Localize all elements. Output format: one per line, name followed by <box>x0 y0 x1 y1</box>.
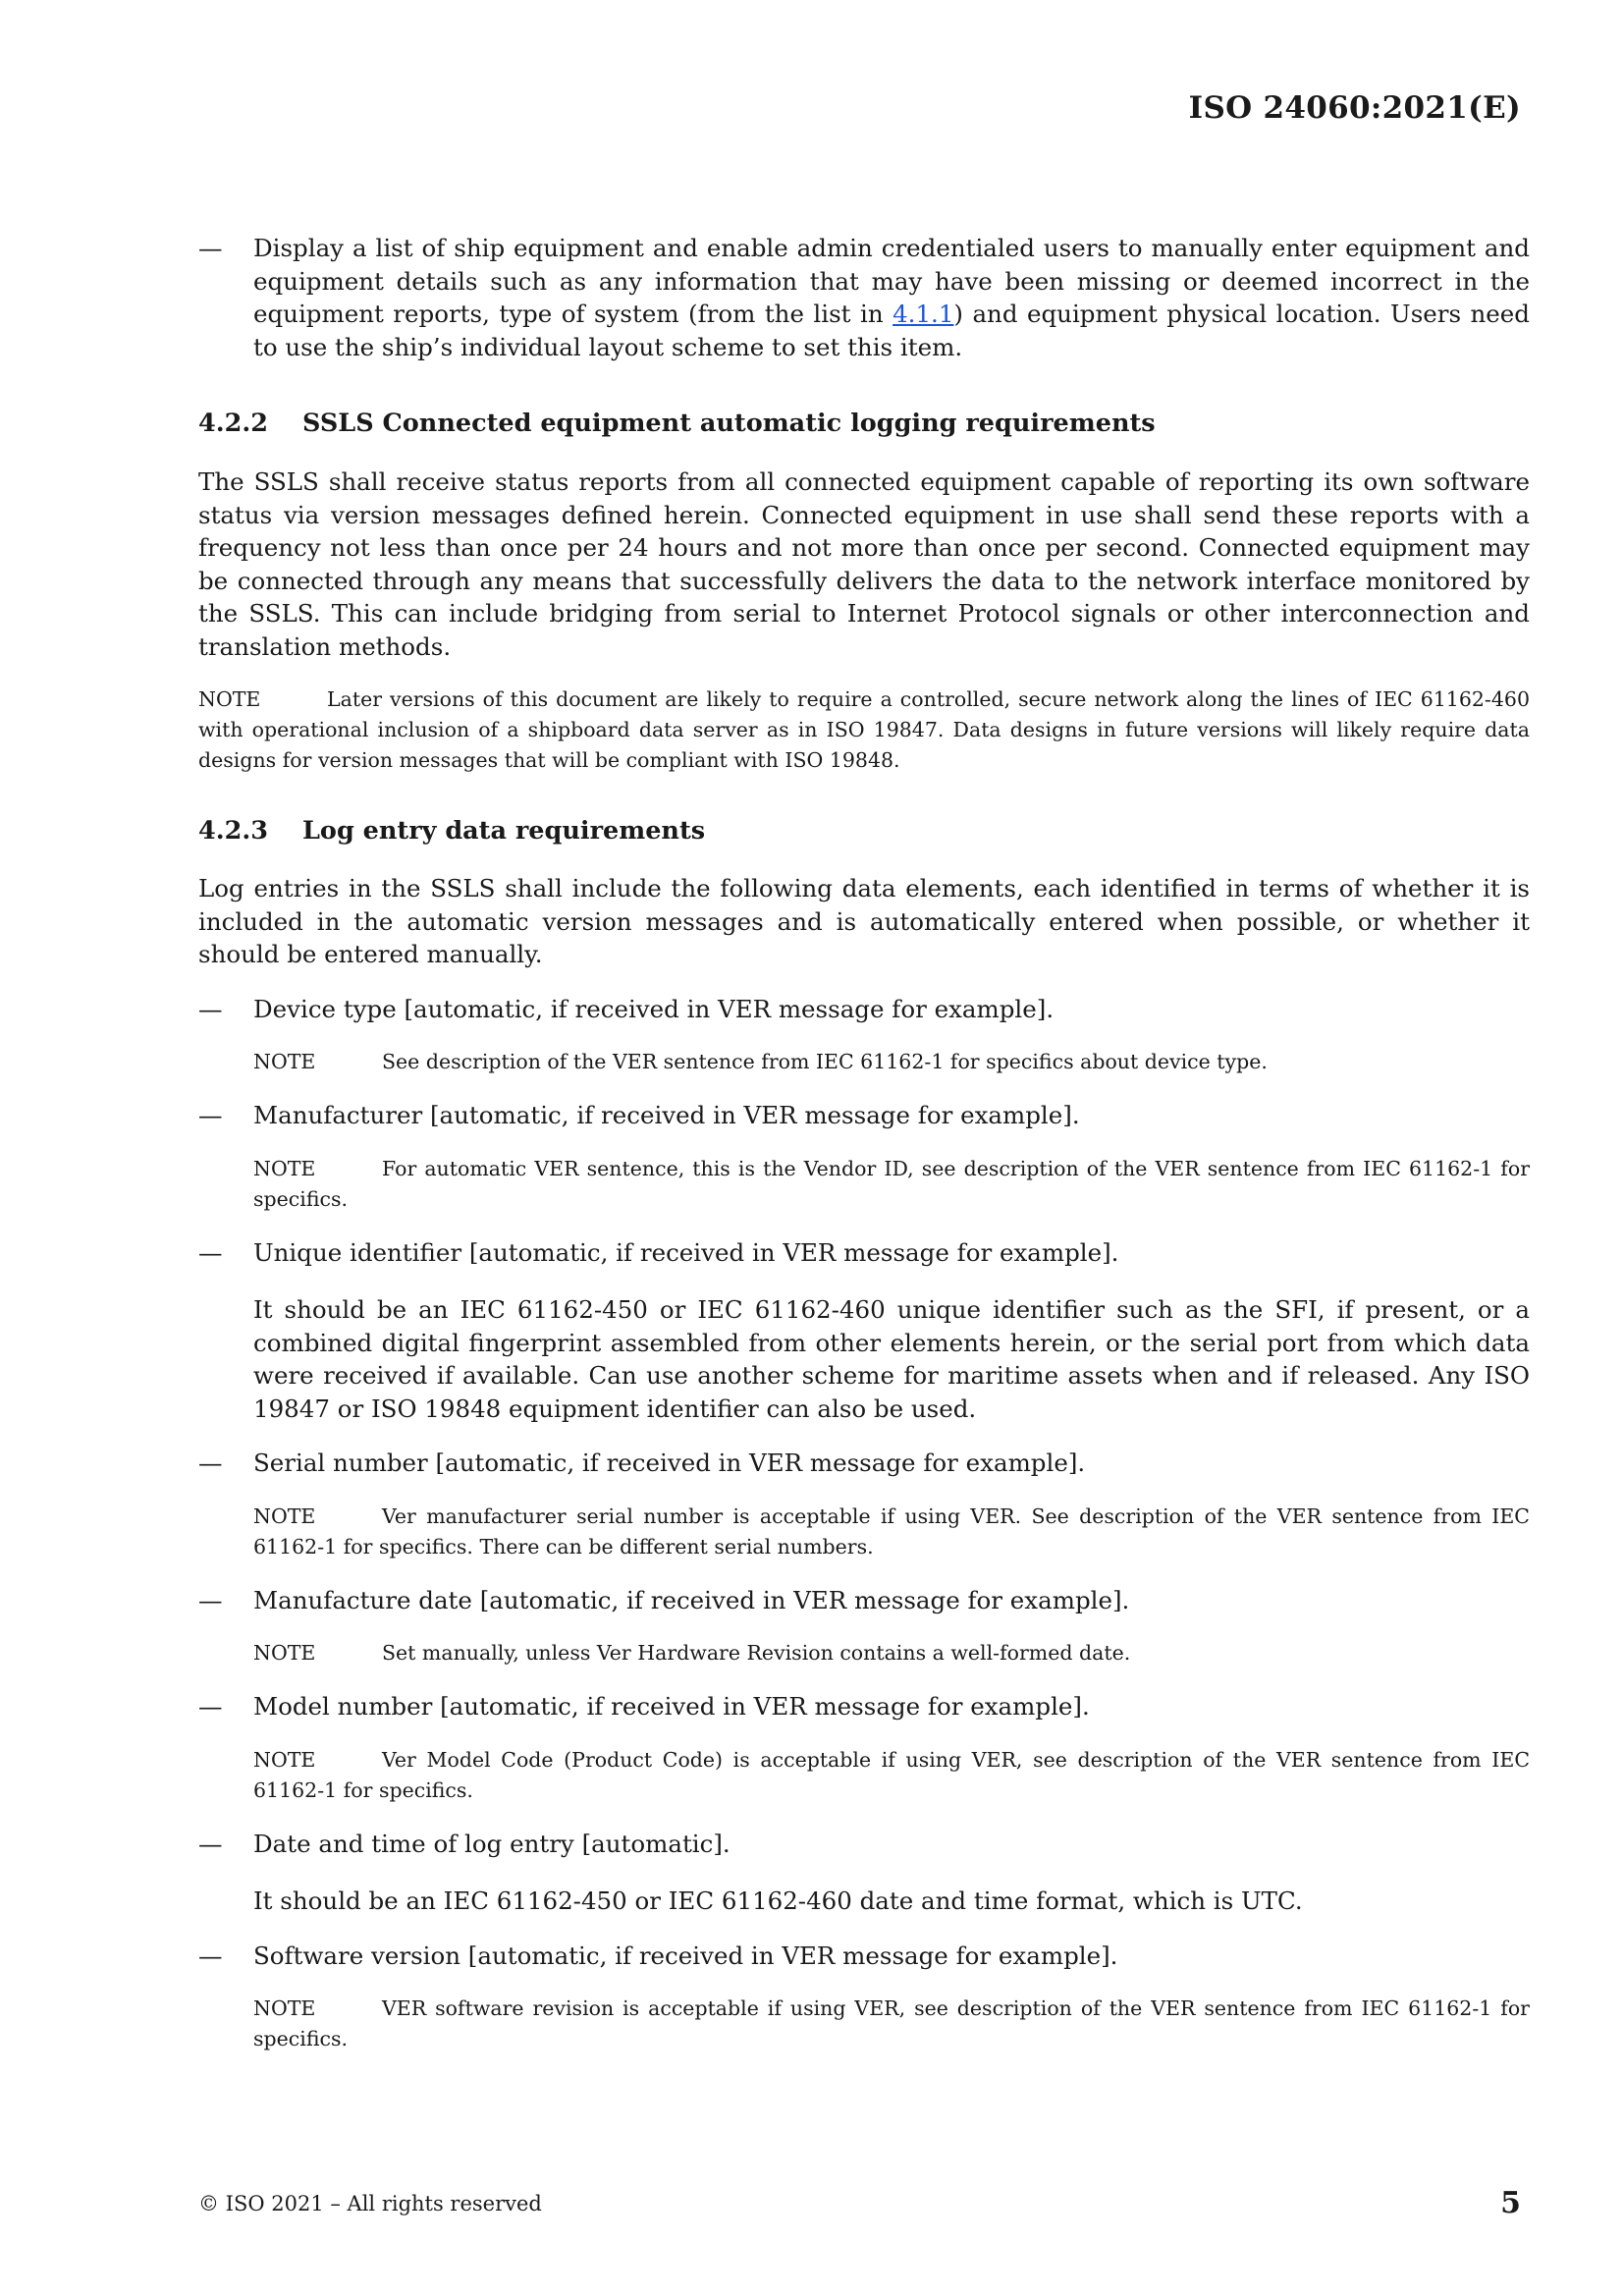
list-item-description: It should be an IEC 61162-450 or IEC 61162-460 unique identifier such as the SFI, if present, or a combined digital fingerprint assembled from other elements herein, or the serial port from which data were received if available. Can use another scheme for maritime assets when and if released. Any ISO 19847 or ISO 19848 equipment identifier can also be used. <box>253 1295 1530 1423</box>
section-number: 4.2.3 <box>198 816 268 846</box>
section-title: SSLS Connected equipment automatic logging requirements <box>302 409 1156 438</box>
list-item-note <box>253 1638 1530 1668</box>
list-item-note <box>253 1047 1530 1077</box>
section-link-4-1-1[interactable]: 4.1.1 <box>893 300 954 328</box>
page-number: 5 <box>1500 2186 1521 2220</box>
page-content <box>198 232 1530 2054</box>
list-item-note <box>253 1502 1530 1562</box>
list-item-text: Model number [automatic, if received in VER message for example]. <box>253 1692 1090 1721</box>
list-item-unique-identifier <box>198 1236 1530 1270</box>
bullet-dash: — <box>198 1585 223 1614</box>
bullet-dash: — <box>198 234 223 262</box>
note-label: NOTE <box>253 1503 316 1528</box>
bullet-dash: — <box>198 994 223 1023</box>
note-text: Ver manufacturer serial number is acceptable if using VER. See description of the VER sentence from IEC 61162-1 for specifics. There can be different serial numbers. <box>253 1503 1530 1558</box>
bullet-dash: — <box>198 1237 223 1267</box>
section-heading-4-2-3 <box>198 815 1530 847</box>
note-label: NOTE <box>253 1996 316 2020</box>
list-item-device-type <box>198 993 1530 1026</box>
list-item-note <box>253 1745 1530 1806</box>
section-title: Log entry data requirements <box>302 816 706 846</box>
section-4-2-2-note <box>198 684 1530 776</box>
section-4-2-2-paragraph: The SSLS shall receive status reports from all connected equipment capable of reporting its own software status via version messages defined herein. Connected equipment in use shall send these reports with a frequency not less than once per 24 hours and not more than once per second. Connected equipment may be connected through any means that successfully delivers the data to the network interface monitored by the SSLS. This can include bridging from serial to Internet Protocol signals or other interconnection and translation methods. <box>198 467 1530 661</box>
list-item-manufacturer <box>198 1099 1530 1132</box>
section-4-2-3-paragraph: Log entries in the SSLS shall include the following data elements, each identified in terms of whether it is included in the automatic version messages and is automatically entered when possible, or whether it should be entered manually. <box>198 874 1530 968</box>
copyright-footer: © ISO 2021 – All rights reserved <box>198 2192 542 2215</box>
list-item-note <box>253 1994 1530 2054</box>
list-item-text: Unique identifier [automatic, if received in VER message for example]. <box>253 1237 1119 1267</box>
section-heading-4-2-2 <box>198 408 1530 440</box>
list-item-serial-number <box>198 1447 1530 1480</box>
list-item-text: Device type [automatic, if received in VER message for example]. <box>253 994 1055 1023</box>
note-text: Ver Model Code (Product Code) is acceptable if using VER, see description of the VER sentence from IEC 61162-1 for specifics. <box>253 1747 1530 1802</box>
intro-bullet-text-before: Display a list of ship equipment and enable admin credentialed users to manually enter equipment and equipment details such as any information that may have been missing or deemed incorrect in the equipment reports, type of system (from the list in <box>253 234 1530 328</box>
note-text: See description of the VER sentence from IEC 61162-1 for specifics about device type. <box>382 1050 1268 1073</box>
note-label: NOTE <box>253 1050 316 1073</box>
list-item-description: It should be an IEC 61162-450 or IEC 61162-460 date and time format, which is UTC. <box>253 1886 1303 1915</box>
intro-bullet <box>198 232 1530 363</box>
list-item-date-time <box>198 1828 1530 1861</box>
bullet-dash: — <box>198 1941 223 1970</box>
section-number: 4.2.2 <box>198 409 268 438</box>
bullet-dash: — <box>198 1692 223 1721</box>
bullet-dash: — <box>198 1101 223 1129</box>
list-item-text: Manufacturer [automatic, if received in VER message for example]. <box>253 1101 1080 1129</box>
note-text: VER software revision is acceptable if using VER, see description of the VER sentence from IEC 61162-1 for specifics. <box>253 1996 1530 2050</box>
list-item-text: Serial number [automatic, if received in VER message for example]. <box>253 1449 1086 1477</box>
note-text: For automatic VER sentence, this is the Vendor ID, see description of the VER sentence from IEC 61162-1 for specifics. <box>253 1156 1530 1211</box>
list-item-manufacture-date <box>198 1584 1530 1617</box>
bullet-dash: — <box>198 1829 223 1858</box>
list-item-text: Manufacture date [automatic, if received in VER message for example]. <box>253 1585 1130 1614</box>
intro-bullet-text-after: ) and equipment physical location. Users need to use the ship’s individual layout scheme to set this item. <box>253 300 1530 361</box>
list-item-text: Date and time of log entry [automatic]. <box>253 1829 730 1858</box>
note-label: NOTE <box>198 687 261 711</box>
note-label: NOTE <box>253 1747 316 1772</box>
list-item-model-number <box>198 1690 1530 1723</box>
note-text: Later versions of this document are likely to require a controlled, secure network along the lines of IEC 61162-460 with operational inclusion of a shipboard data server as in ISO 19847. Data designs in future versions will likely require data designs for version messages that will be compliant with ISO 19848. <box>198 687 1530 772</box>
bullet-dash: — <box>198 1449 223 1477</box>
list-item-note <box>253 1154 1530 1215</box>
document-id-header: ISO 24060:2021(E) <box>1188 90 1521 126</box>
list-item-text: Software version [automatic, if received in VER message for example]. <box>253 1941 1118 1970</box>
note-label: NOTE <box>253 1156 316 1180</box>
note-label: NOTE <box>253 1641 316 1665</box>
list-item-software-version <box>198 1940 1530 1973</box>
note-text: Set manually, unless Ver Hardware Revision contains a well-formed date. <box>382 1641 1131 1665</box>
